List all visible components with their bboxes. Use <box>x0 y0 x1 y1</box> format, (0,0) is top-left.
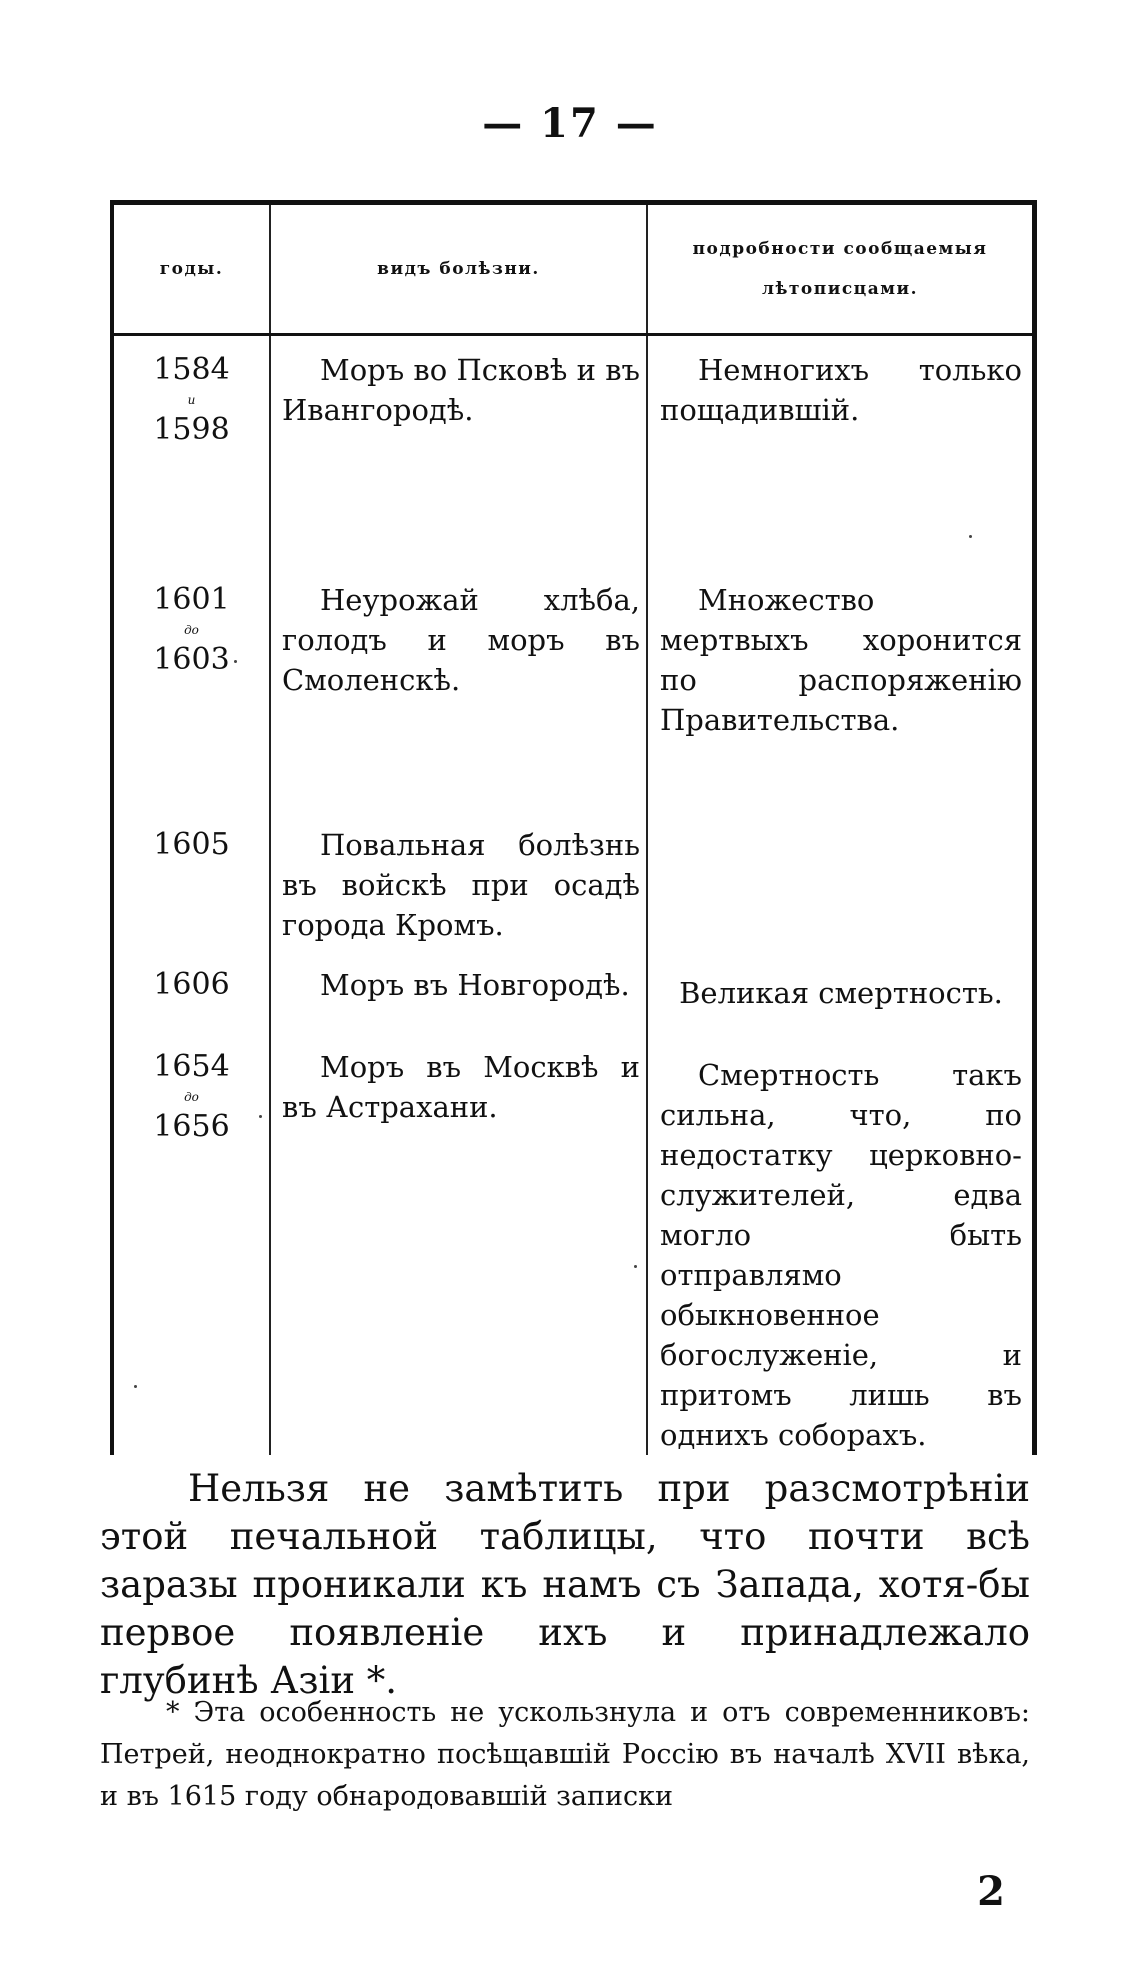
disease-cell: Повальная болѣзнь въ войскѣ при осадѣ города Кромъ. <box>282 828 640 942</box>
year-connector: и <box>187 393 196 407</box>
page-number: — 17 — <box>482 100 658 147</box>
disease-cell: Моръ во Псковѣ и въ Ивангородѣ. <box>282 353 640 427</box>
year-connector: до <box>184 623 199 637</box>
header-years: годы. <box>159 259 224 279</box>
print-speck <box>969 535 972 538</box>
signature-mark: 2 <box>977 1868 1005 1915</box>
table-row-years <box>114 1047 269 1147</box>
header-details: подробности сообщаемыя лѣтописцами. <box>692 239 988 299</box>
header-disease: видъ болѣзни. <box>377 259 540 279</box>
details-cell: Великая смертность. <box>679 976 1003 1010</box>
print-speck <box>134 1385 137 1388</box>
column-divider <box>646 205 648 1455</box>
year-end: 1656 <box>153 1109 230 1144</box>
year-start: 1601 <box>153 582 230 617</box>
column-divider <box>269 205 271 1455</box>
footnote: * Эта особенность не ускользнула и отъ современниковъ: Петрей, неоднократно посѣщавшій Россію въ началѣ XVII вѣка, и въ 1615 году обнародовавшій записки <box>100 1697 1030 1812</box>
table-row-years <box>114 965 269 1005</box>
table-row-years <box>114 350 269 450</box>
print-speck <box>259 1115 262 1118</box>
year-connector: до <box>184 1090 199 1104</box>
header-rule <box>114 333 1032 336</box>
details-cell: Смертность такъ сильна, что, по недостатку церковно-служителей, едва могло быть отправлямо обыкновенное богослуженіе, и притомъ лишь въ однихъ соборахъ. <box>660 1058 1022 1452</box>
print-speck <box>234 660 237 663</box>
details-cell: Множество мертвыхъ хоронится по распоряженію Правительства. <box>660 583 1022 737</box>
details-cell: Немногихъ только пощадившій. <box>660 353 1022 427</box>
disease-cell: Моръ въ Москвѣ и въ Астрахани. <box>282 1050 640 1124</box>
year-start: 1584 <box>153 352 230 387</box>
table-row-years <box>114 825 269 865</box>
table-row-years <box>114 580 269 680</box>
year-start: 1605 <box>153 827 230 862</box>
year-start: 1606 <box>153 967 230 1002</box>
disease-cell: Неурожай хлѣба, голодъ и моръ въ Смоленскѣ. <box>282 583 640 697</box>
body-paragraph: Нельзя не замѣтить при разсмотрѣніи этой печальной таблицы, что почти всѣ заразы проникали къ намъ съ Запада, хотя-бы первое появленіе ихъ и принадлежало глубинѣ Азіи *. <box>100 1467 1030 1702</box>
year-end: 1598 <box>153 412 230 447</box>
print-speck <box>634 1265 637 1268</box>
disease-cell: Моръ въ Новгородѣ. <box>320 968 630 1002</box>
year-end: 1603 <box>153 642 230 677</box>
year-start: 1654 <box>153 1049 230 1084</box>
epidemics-table <box>110 200 1037 1455</box>
